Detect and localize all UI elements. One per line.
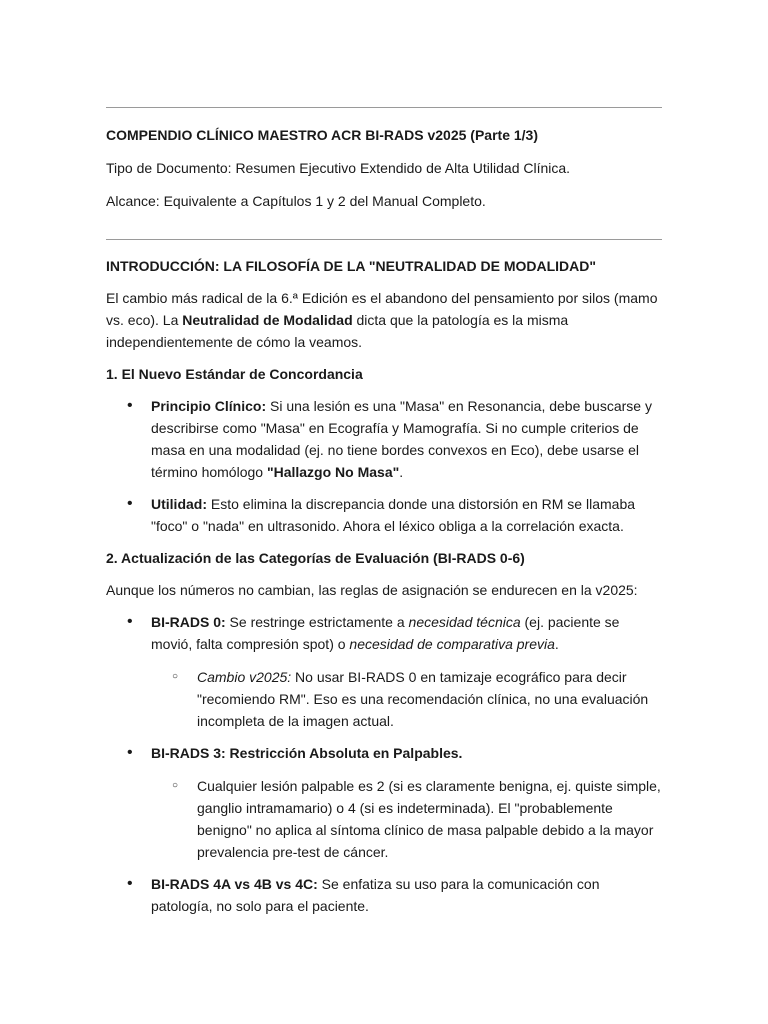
bullet-text: Se restringe estrictamente a — [225, 614, 409, 630]
list-item-birads-4 — [106, 873, 662, 917]
section-divider — [106, 239, 662, 240]
document-scope: Alcance: Equivalente a Capítulos 1 y 2 del Manual Completo. — [106, 193, 486, 209]
section2-heading: 2. Actualización de las Categorías de Evaluación (BI-RADS 0-6) — [106, 550, 525, 566]
intro-text-start: El cambio más radical de la 6.ª Edición es el abandono del pensamiento por silos (mamo vs. eco). La — [106, 290, 658, 328]
sublist-item-cambio — [106, 666, 662, 732]
bullet-label: BI-RADS 4A vs 4B vs 4C: — [151, 876, 318, 892]
sub-bullet-label: Cambio v2025: — [197, 669, 292, 685]
bullet-period: . — [399, 464, 404, 480]
section2-list — [106, 611, 662, 655]
bullet-text: (ej. paciente se movió, falta compresión spot) o — [151, 614, 620, 652]
bullet-text: Se enfatiza su uso para la comunicación con patología, no solo para el paciente. — [151, 876, 600, 914]
section2-list-end — [106, 873, 662, 917]
bullet-text: Si una lesión es una "Masa" en Resonancia, debe buscarse y describirse como "Masa" en Ecografía y Mamografía. Si no cumple criterios de masa en una modalidad (ej. no tiene bordes convexos en Eco), debe usarse el término homólogo — [151, 398, 652, 480]
bullet-label: BI-RADS 0: — [151, 614, 226, 630]
list-item-principio — [106, 395, 662, 483]
list-item-utilidad — [106, 493, 662, 537]
document-title: COMPENDIO CLÍNICO MAESTRO ACR BI-RADS v2025 (Parte 1/3) — [106, 127, 538, 143]
intro-paragraph — [106, 287, 662, 353]
intro-text-end: dicta que la patología es la misma independientemente de cómo la veamos. — [106, 312, 569, 350]
bullet-label: BI-RADS 3: Restricción Absoluta en Palpables. — [151, 745, 463, 761]
sublist-item-palpable — [106, 775, 662, 863]
intro-bold-term: Neutralidad de Modalidad — [182, 312, 353, 328]
section1-heading: 1. El Nuevo Estándar de Concordancia — [106, 366, 363, 382]
bullet-emphasis: necesidad técnica — [408, 614, 521, 630]
sub-bullet-text: Cualquier lesión palpable es 2 (si es claramente benigna, ej. quiste simple, ganglio intramamario) o 4 (si es indeterminada). El "probablemente benigno" no aplica al síntoma clínico de masa palpable debido a la mayor prevalencia pre-test de cáncer. — [197, 778, 661, 860]
section2-intro: Aunque los números no cambian, las reglas de asignación se endurecen en la v2025: — [106, 582, 638, 598]
document-content — [106, 0, 662, 917]
birads-0-sublist — [106, 666, 662, 732]
list-item-birads-3 — [106, 742, 662, 764]
list-item-birads-0 — [106, 611, 662, 655]
section1-list — [106, 395, 662, 537]
bullet-bold-term: "Hallazgo No Masa" — [266, 464, 400, 480]
bullet-text: Esto elimina la discrepancia donde una distorsión en RM se llamaba "foco" o "nada" en ultrasonido. Ahora el léxico obliga a la correlación exacta. — [151, 496, 636, 534]
bullet-label: Principio Clínico: — [151, 398, 267, 414]
top-divider — [106, 107, 662, 108]
intro-heading: INTRODUCCIÓN: LA FILOSOFÍA DE LA "NEUTRALIDAD DE MODALIDAD" — [106, 258, 597, 274]
section2-list-cont — [106, 742, 662, 764]
birads-3-sublist — [106, 775, 662, 863]
sub-bullet-text: No usar BI-RADS 0 en tamizaje ecográfico para decir "recomiendo RM". Eso es una recomendación clínica, no una evaluación incompleta de la imagen actual. — [197, 669, 649, 729]
bullet-text: . — [554, 636, 559, 652]
document-type: Tipo de Documento: Resumen Ejecutivo Extendido de Alta Utilidad Clínica. — [106, 160, 571, 176]
bullet-label: Utilidad: — [151, 496, 207, 512]
bullet-emphasis: necesidad de comparativa previa — [349, 636, 555, 652]
